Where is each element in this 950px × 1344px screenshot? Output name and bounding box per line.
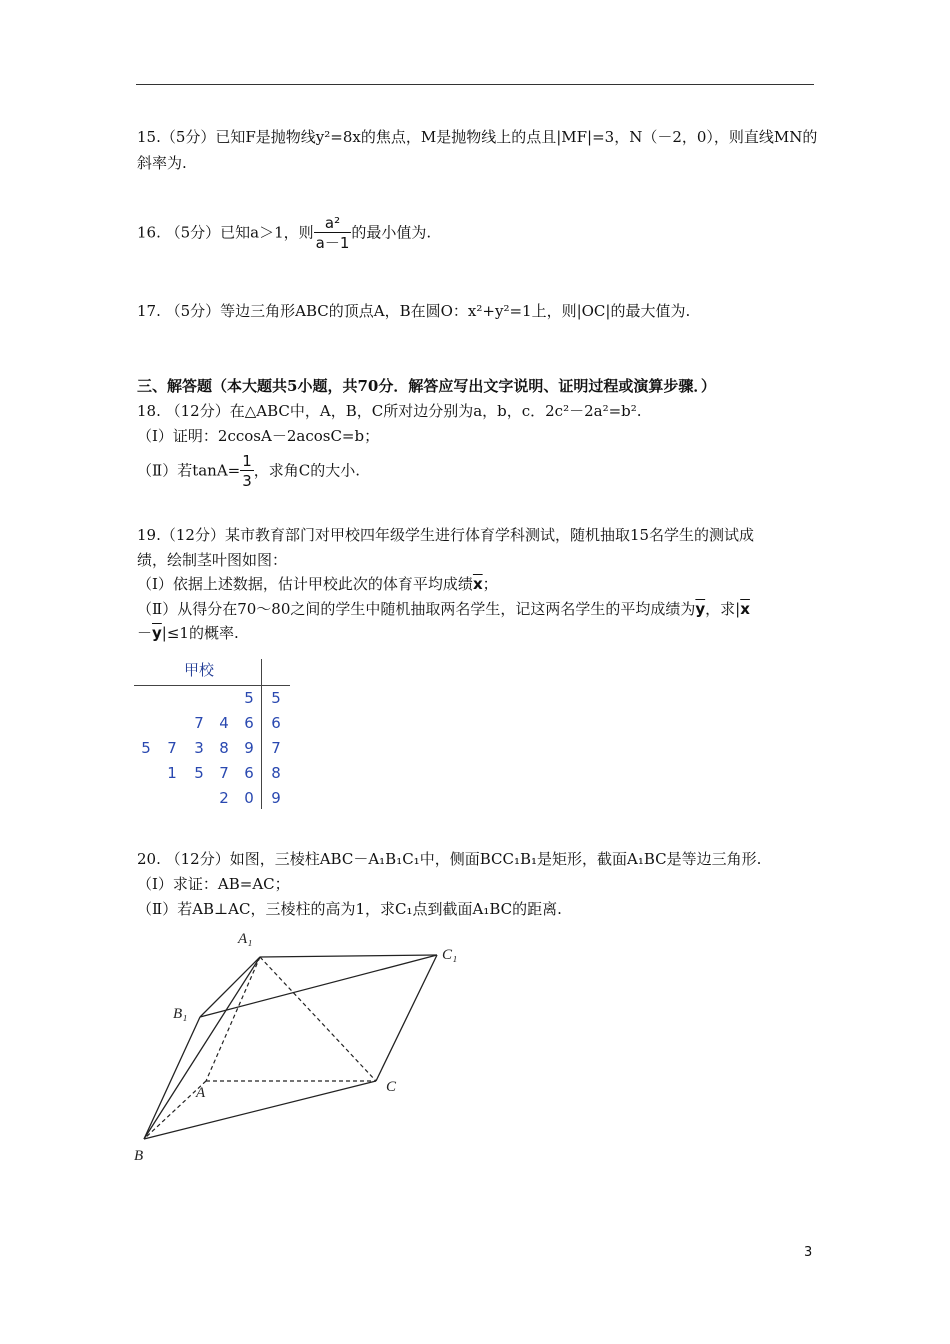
leaf: 4 — [219, 714, 229, 732]
label-C1: C₁ — [442, 947, 458, 963]
label-B: B — [134, 1148, 144, 1164]
leaf: 2 — [219, 789, 229, 807]
section-3-heading: 三、解答题（本大题共5小题，共70分．解答应写出文字说明、证明过程或演算步骤．） — [137, 377, 716, 395]
edge-B1-C1 — [200, 955, 437, 1017]
problem-16-fraction — [314, 214, 352, 253]
leaf: 3 — [194, 739, 204, 757]
problem-19-line2: 绩，绘制茎叶图如图： — [137, 551, 288, 569]
problem-15-line1: 15.（5分）已知F是抛物线y²=8x的焦点，M是抛物线上的点且|MF|=3，N（－2，0），则直线MN的 — [137, 128, 818, 146]
label-A1: A₁ — [238, 931, 253, 947]
problem-17: 17. （5分）等边三角形ABC的顶点A，B在圆O：x²+y²=1上，则|OC|的最大值为. — [137, 302, 691, 320]
label-B1: B₁ — [173, 1006, 188, 1022]
problem-20-part1: （Ⅰ）求证：AB=AC； — [137, 875, 290, 893]
stem-leaf-divider-vertical — [261, 659, 262, 809]
problem-19-part2-cont — [137, 622, 239, 644]
problem-18-part2-tail: ，求角C的大小. — [253, 461, 361, 480]
edge-B-C — [144, 1081, 376, 1139]
problem-19-part2 — [137, 598, 750, 620]
problem-18-part2 — [137, 452, 360, 491]
leaf: 7 — [219, 764, 229, 782]
header-rule — [136, 84, 814, 85]
minus-sign: － — [137, 624, 153, 642]
leaf: 9 — [244, 739, 254, 757]
edge-A1-B — [144, 957, 260, 1139]
y-bar-symbol: $\overline{y}$ — [152, 624, 162, 642]
fraction-denominator: a－1 — [315, 234, 350, 252]
label-A: A — [196, 1085, 206, 1101]
y-bar-symbol: $\overline{y}$ — [695, 600, 706, 618]
leaf: 0 — [244, 789, 254, 807]
stem-leaf-plot — [134, 655, 294, 815]
problem-16-text: 16. （5分）已知a＞1，则 — [137, 223, 314, 242]
x-bar-symbol: $\overline{x}$ — [740, 600, 750, 618]
fraction-numerator: 1 — [242, 452, 252, 470]
problem-19-part2-text: （Ⅱ）从得分在70～80之间的学生中随机抽取两名学生，记这两名学生的平均成绩为 — [137, 600, 696, 618]
problem-18-fraction — [240, 452, 254, 491]
edge-B1-B — [144, 1017, 200, 1139]
stem-leaf-divider-horizontal — [134, 685, 290, 686]
leaf: 7 — [194, 714, 204, 732]
problem-20-line1: 20. （12分）如图，三棱柱ABC－A₁B₁C₁中，侧面BCC₁B₁是矩形，截面A₁BC是等边三角形. — [137, 850, 762, 868]
problem-19-part2-mid: ，求| — [705, 600, 741, 618]
leaf: 5 — [244, 689, 254, 707]
problem-19-part1 — [137, 573, 498, 595]
stem: 7 — [271, 739, 281, 757]
leaf: 6 — [244, 714, 254, 732]
stem: 6 — [271, 714, 281, 732]
leaf: 6 — [244, 764, 254, 782]
problem-19-part2-tail: |≤1的概率. — [161, 624, 239, 642]
fraction-numerator: a² — [314, 214, 352, 233]
stem: 9 — [271, 789, 281, 807]
problem-19-part1-text: （Ⅰ）依据上述数据，估计甲校此次的体育平均成绩 — [137, 575, 473, 593]
problem-18-part1: （Ⅰ）证明：2ccosA－2acosC=b； — [137, 427, 380, 445]
problem-18-part2-text: （Ⅱ）若tanA= — [137, 461, 241, 480]
stem-leaf-title: 甲校 — [184, 661, 215, 679]
edge-C1-C — [376, 955, 437, 1081]
problem-20-part2: （Ⅱ）若AB⊥AC，三棱柱的高为1，求C₁点到截面A₁BC的距离. — [137, 900, 562, 918]
stem: 8 — [271, 764, 281, 782]
problem-19-line1: 19.（12分）某市教育部门对甲校四年级学生进行体育学科测试，随机抽取15名学生的测试成 — [137, 526, 755, 544]
problem-15-line2: 斜率为. — [137, 154, 187, 172]
edge-A1-C1 — [260, 955, 437, 957]
problem-18-line1: 18. （12分）在△ABC中，A，B，C所对边分别为a，b，c．2c²－2a²=b². — [137, 402, 642, 420]
triangular-prism-figure — [130, 925, 470, 1170]
leaf: 1 — [167, 764, 177, 782]
fraction-denominator: 3 — [242, 472, 252, 490]
label-C: C — [386, 1079, 397, 1095]
problem-16-tail: 的最小值为. — [351, 223, 432, 242]
page-number: 3 — [804, 1245, 813, 1260]
punctuation: ； — [482, 575, 498, 593]
leaf: 5 — [141, 739, 151, 757]
stem: 5 — [271, 689, 281, 707]
leaf: 8 — [219, 739, 229, 757]
edge-A1-A — [206, 957, 260, 1081]
edge-A1-B1 — [200, 957, 260, 1017]
x-bar-symbol: $\overline{x}$ — [472, 575, 483, 593]
leaf: 5 — [194, 764, 204, 782]
leaf: 7 — [167, 739, 177, 757]
problem-16 — [137, 214, 431, 253]
